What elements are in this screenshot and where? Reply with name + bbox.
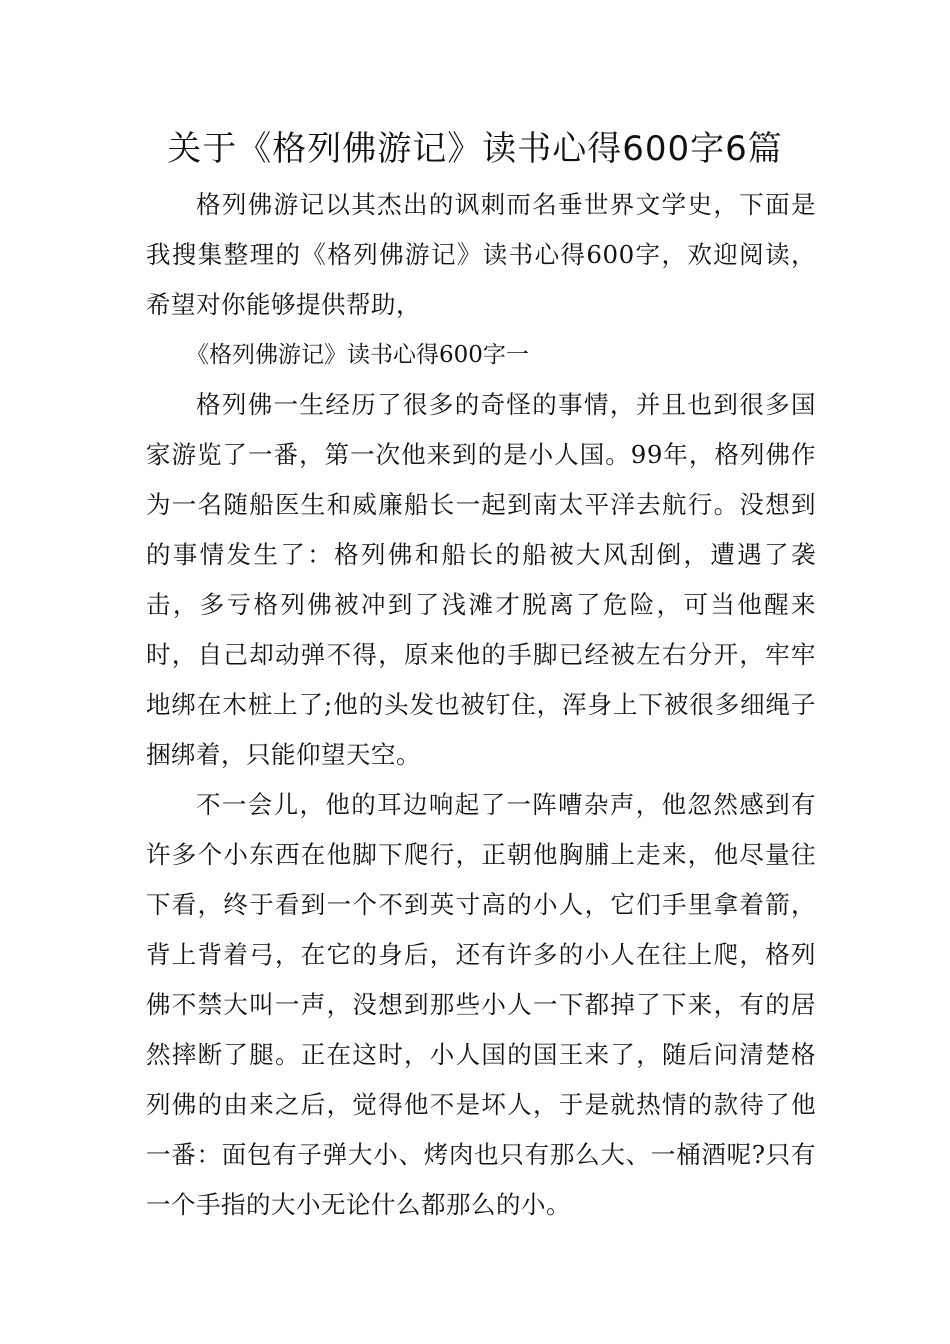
body-paragraph: 格列佛一生经历了很多的奇怪的事情，并且也到很多国家游览了一番，第一次他来到的是小人国。99年，格列佛作为一名随船医生和威廉船长一起到南太平洋去航行。没想到的事情发生了：格列佛和船长的船被大风刮倒，遭遇了袭击，多亏格列佛被冲到了浅滩才脱离了危险，可当他醒来时，自己却动弹不得，原来他的手脚已经被左右分开，牢牢地绑在木桩上了;他的头发也被钉住，浑身上下被很多细绳子捆绑着，只能仰望天空。 [146,390,816,769]
section-heading: 《格列佛游记》读书心得600字一 [186,342,529,368]
intro-paragraph: 格列佛游记以其杰出的讽刺而名垂世界文学史，下面是我搜集整理的《格列佛游记》读书心得600字，欢迎阅读，希望对你能够提供帮助， [146,190,816,319]
document-body [146,180,816,1230]
document-title: 关于《格列佛游记》读书心得600字6篇 [167,129,783,169]
body-paragraph: 不一会儿，他的耳边响起了一阵嘈杂声，他忽然感到有许多个小东西在他脚下爬行，正朝他胸脯上走来，他尽量往下看，终于看到一个不到英寸高的小人，它们手里拿着箭，背上背着弓，在它的身后，还有许多的小人在往上爬，格列佛不禁大叫一声，没想到那些小人一下都掉了下来，有的居然摔断了腿。正在这时，小人国的国王来了，随后问清楚格列佛的由来之后，觉得他不是坏人，于是就热情的款待了他一番：面包有子弹大小、烤肉也只有那么大、一桶酒呢?只有一个手指的大小无论什么都那么的小。 [146,790,816,1219]
